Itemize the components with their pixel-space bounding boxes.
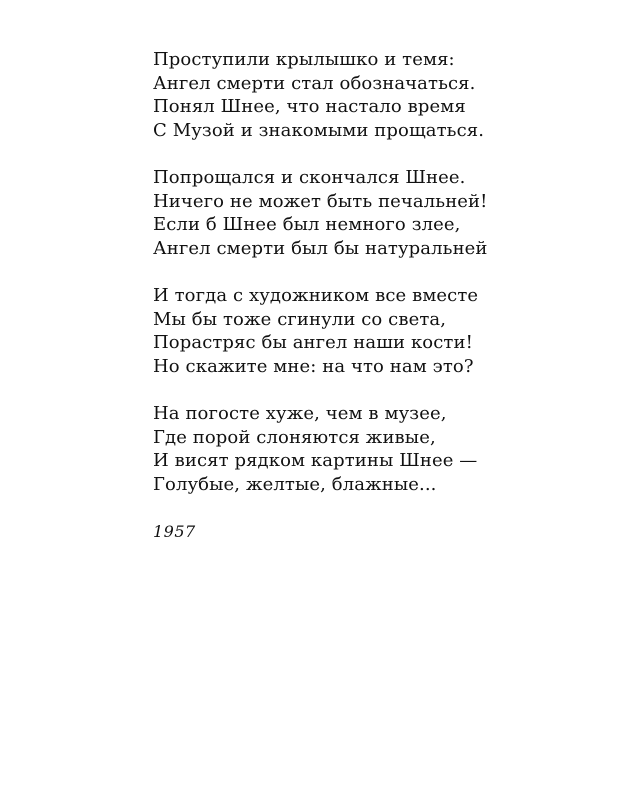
poem-line: Ангел смерти стал обозначаться. — [153, 72, 476, 94]
poem-line: Мы бы тоже сгинули со света, — [153, 308, 447, 330]
poem-line: Ангел смерти был бы натуральней — [153, 237, 488, 259]
poem-line: Понял Шнее, что настало время — [153, 96, 466, 117]
stanza-1 — [153, 48, 593, 142]
poem-line: Где порой слоняются живые, — [153, 426, 436, 448]
poem-year: 1957 — [153, 522, 196, 541]
poem-line: Попрощался и скончался Шнее. — [153, 167, 466, 188]
stanza-4 — [153, 402, 593, 496]
poem-line: Если б Шнее был немного злее, — [153, 214, 461, 235]
poem-line: Проступили крылышко и темя: — [153, 49, 455, 70]
poem-line: Но скажите мне: на что нам это? — [153, 355, 474, 377]
poem-line: И висят рядком картины Шнее — — [153, 450, 478, 471]
poem-line: И тогда с художником все вместе — [153, 285, 479, 306]
poem-line: Порастряс бы ангел наши кости! — [153, 332, 473, 353]
poem-line: С Музой и знакомыми прощаться. — [153, 119, 485, 141]
poem-line: Голубые, желтые, блажные... — [153, 473, 437, 495]
poem-line: Ничего не может быть печальней! — [153, 190, 488, 212]
poem — [153, 48, 593, 541]
stanza-3 — [153, 284, 593, 378]
stanza-2 — [153, 166, 593, 260]
poem-line: На погосте хуже, чем в музее, — [153, 403, 447, 424]
